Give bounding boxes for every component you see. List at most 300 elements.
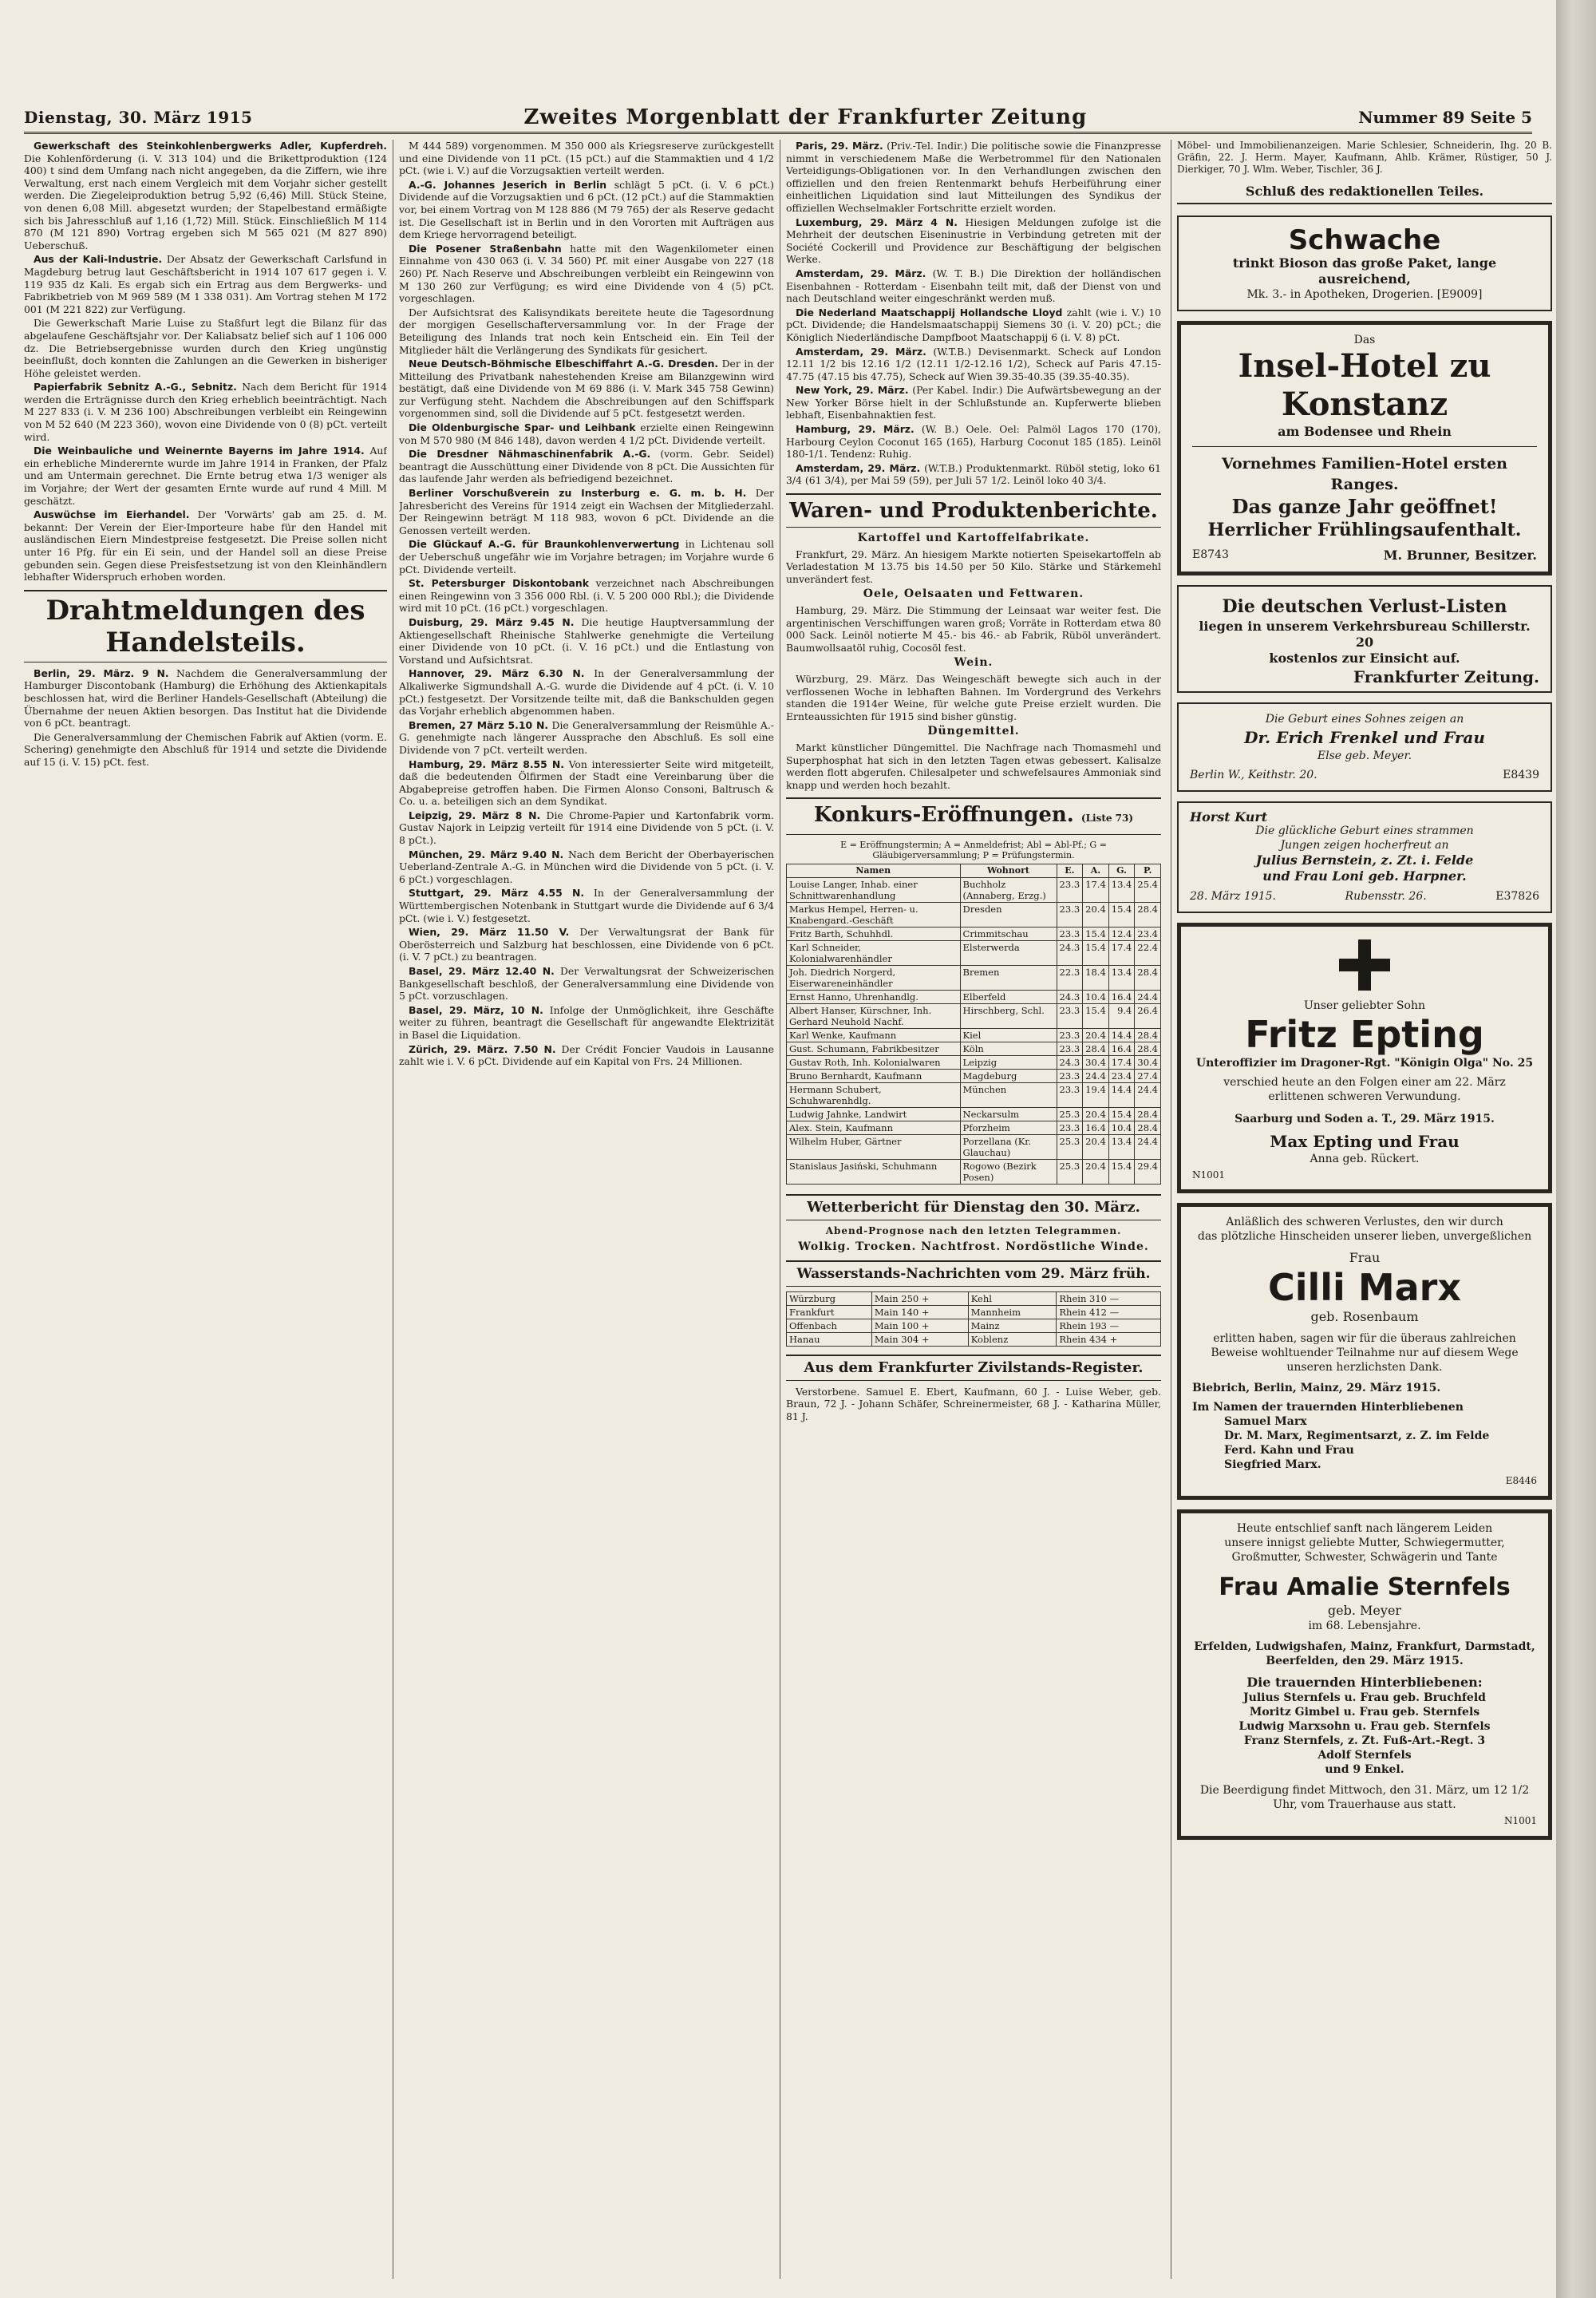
ad-line: Jungen zeigen hocherfreut an: [1280, 838, 1449, 852]
ad-line: Im Namen der trauernden Hinterbliebenen: [1192, 1401, 1464, 1414]
ad-place: Biebrich, Berlin, Mainz, 29. März 1915.: [1192, 1382, 1441, 1395]
table-cell: 15.4: [1108, 1108, 1135, 1121]
iron-cross-icon: [1339, 939, 1390, 991]
newspaper-title: Zweites Morgenblatt der Frankfurter Zeitung: [523, 105, 1088, 129]
masthead: [24, 102, 1532, 134]
table-cell: 25.4: [1135, 878, 1161, 903]
wire-report: [24, 667, 387, 730]
table-cell: 24.3: [1057, 991, 1083, 1004]
article-headline: Amsterdam, 29. März.: [796, 267, 926, 279]
article-headline: Gewerkschaft des Steinkohlenbergwerks Adler, Kupferdreh.: [34, 140, 387, 152]
article-headline: Aus der Kali-Industrie.: [34, 253, 163, 266]
table-cell: 16.4: [1108, 1042, 1135, 1056]
ad-line: Die Beerdigung findet Mittwoch, den 31. März, um 12 1/2 Uhr, vom Trauerhause aus statt.: [1199, 1783, 1530, 1811]
table-row: [787, 941, 1161, 966]
article: [786, 216, 1161, 266]
article-headline: Die Glückauf A.-G. für Braunkohlenverwertung: [409, 538, 680, 551]
ad-heading: Schwache: [1288, 223, 1441, 256]
section-title-warenberichte: Waren- und Produktenberichte.: [786, 493, 1161, 528]
ad-line: erlittenen schweren Verwundung.: [1268, 1090, 1461, 1103]
table-cell: Mainz: [968, 1319, 1057, 1332]
table-cell: Stanislaus Jasiński, Schuhmann: [787, 1160, 961, 1185]
article: [786, 140, 1161, 215]
article: [24, 445, 387, 507]
table-row: [787, 1305, 1161, 1319]
table-cell: Magdeburg: [960, 1070, 1057, 1083]
article: [786, 267, 1161, 305]
end-of-editorial: Schluß des redaktionellen Teiles.: [1177, 180, 1552, 204]
table-cell: 29.4: [1135, 1160, 1161, 1185]
table-cell: München: [960, 1083, 1057, 1108]
table-cell: Rogowo (Bezirk Posen): [960, 1160, 1057, 1185]
table-row: [787, 966, 1161, 991]
table-cell: 30.4: [1135, 1056, 1161, 1070]
article-text: Nach dem Bericht der Oberbayerischen Ueberland-Zentrale A.-G. in München wird die Dividende von 5 pCt. (i. V. 6 pCt.) vorgeschlagen.: [399, 848, 774, 885]
ad-date: 28. März 1915.: [1190, 889, 1276, 903]
ad-line: Herrlicher Frühlingsaufenthalt.: [1207, 519, 1522, 540]
ad-line: Unteroffizier im Dragoner-Rgt. "Königin Olga" No. 25: [1195, 1056, 1534, 1070]
article-text: Nach dem Bericht für 1914 werden die Erträgnisse durch den Krieg erheblich beeinträchtigt. Nach M 227 833 (i. V. M 236 100) Abschreibungen verbleibt ein Reingewinn von M 52 640 (M 223 360), wovon eine Dividende von 0 (8) pCt. verteilt wird.: [24, 381, 387, 443]
table-cell: 20.4: [1083, 1135, 1109, 1160]
ad-code: N1001: [1503, 1814, 1537, 1826]
table-cell: 26.4: [1135, 1004, 1161, 1029]
table-cell: 17.4: [1083, 878, 1109, 903]
konkurs-title: Konkurs-Eröffnungen.: [813, 803, 1074, 828]
article-text: Der in der Mitteilung des Privatbank nahestehenden Kreise am Bilanzgewinn wird bestätigt, daß eine Dividende von M 69 886 (i. V. Mark 345 758 Gewinn) zur Verfügung steht. Nachdem die Abschreibungen auf den Schiffspark vorgenommen sind, soll die Dividende auf 5 pCt. festgesetzt werden.: [399, 358, 774, 420]
article: [399, 965, 774, 1003]
table-row: [787, 991, 1161, 1004]
article-headline: Wien, 29. März 11.50 V.: [409, 926, 570, 939]
table-cell: 23.3: [1057, 1070, 1083, 1083]
article-text: (W.T.B.) Produktenmarkt. Rüböl stetig, loko 61 3/4 (61 3/4), per Mai 59 (59), per Juli 57 1/2. Leinöl loko 40 3/4.: [786, 461, 1161, 487]
table-cell: 19.4: [1083, 1083, 1109, 1108]
market-report-heading: Düngemittel.: [927, 725, 1020, 738]
market-report-text: Hamburg, 29. März. Die Stimmung der Leinsaat war weiter fest. Die argentinischen Verschiffungen waren groß; Vorräte in Rotterdam etwa 80 000 Sack. Leinöl notierte M 45.- bis 46.- ab Fabrik, Rüböl unverändert. Baumwollsaatöl ruhig, Cocosöl fest.: [786, 604, 1161, 654]
article-headline: St. Petersburger Diskontobank: [409, 577, 589, 590]
table-cell: Rhein 310 —: [1057, 1291, 1161, 1305]
table-cell: Main 140 +: [871, 1305, 968, 1319]
table-cell: 17.4: [1108, 1056, 1135, 1070]
issue-number: Nummer 89 Seite 5: [1358, 107, 1532, 127]
article-headline: Basel, 29. März 12.40 N.: [409, 965, 555, 977]
article-headline: Die Posener Straßenbahn: [409, 242, 562, 255]
table-cell: 27.4: [1135, 1070, 1161, 1083]
article-list: [24, 140, 387, 583]
table-cell: 20.4: [1083, 1108, 1109, 1121]
article: [24, 140, 387, 251]
article: [399, 307, 774, 356]
ad-signature: Max Epting und Frau: [1270, 1131, 1460, 1151]
table-cell: 17.4: [1108, 941, 1135, 966]
ad-line: erlitten haben, sagen wir für die überaus zahlreichen Beweise wohltuender Teilnahme nur auf diesem Wege unseren herzlichsten Dank.: [1211, 1332, 1519, 1374]
article-text: Die Kohlenförderung (i. V. 313 104) und die Brikettproduktion (124 400) t sind dem Umfang nach nicht angegeben, da die Ziffern, wie ihre Verwaltung, erst nach einem Vergleich mit dem Vorjahr sicher gestellt werden. Die Ziegeleiproduktion betrug 5,92 (6,46) Mill. Stück Steine, von denen 6,08 Mill. abgesetzt wurden; der Stapelbestand ermäßigte sich bis Jahresschluß auf 1,16 (1,72) Mill. Stück. Einschließlich M 114 870 (M 121 890) Vortrag ergeben sich M 565 021 (M 827 890) Ueberschuß.: [24, 152, 387, 251]
market-report-heading: Kartoffel und Kartoffelfabrikate.: [857, 532, 1090, 545]
table-cell: 22.3: [1057, 966, 1083, 991]
article-headline: Paris, 29. März.: [796, 140, 883, 152]
article-headline: Berliner Vorschußverein zu Insterburg e. G. m. b. H.: [409, 487, 747, 500]
ad-birth-bernstein: [1177, 801, 1552, 913]
ad-line: Die deutschen Verlust-Listen: [1222, 595, 1507, 617]
table-cell: Rhein 193 —: [1057, 1319, 1161, 1332]
article-headline: Die Dresdner Nähmaschinenfabrik A.-G.: [409, 448, 651, 461]
table-cell: 28.4: [1135, 966, 1161, 991]
article: [399, 758, 774, 808]
ad-line: Großmutter, Schwester, Schwägerin und Tante: [1231, 1550, 1498, 1564]
table-cell: Frankfurt: [787, 1305, 872, 1319]
weather-forecast: Wolkig. Trocken. Nachtfrost. Nordöstliche Winde.: [798, 1240, 1149, 1253]
article: [24, 253, 387, 315]
konkurs-legend: E = Eröffnungstermin; A = Anmeldefrist; Abl = Abl-Pf.; G = Gläubigerversammlung; P = Prüfungstermin.: [840, 840, 1107, 861]
deceased-name: Cilli Marx: [1267, 1266, 1462, 1310]
article-headline: Basel, 29. März, 10 N.: [409, 1003, 543, 1016]
table-cell: 25.3: [1057, 1160, 1083, 1185]
ad-code: E37826: [1495, 889, 1539, 903]
table-cell: Hirschberg, Schl.: [960, 1004, 1057, 1029]
table-cell: 10.4: [1083, 991, 1109, 1004]
table-cell: Gust. Schumann, Fabrikbesitzer: [787, 1042, 961, 1056]
table-cell: Mannheim: [968, 1305, 1057, 1319]
market-report-text: Markt künstlicher Düngemittel. Die Nachfrage nach Thomasmehl und Superphosphat hat sich in den letzten Tagen etwas gebessert. Kalisalze werden flott abgerufen. Chilesalpeter und schwefelsaures Ammoniak sind knapp und werden hoch bezahlt.: [786, 741, 1161, 791]
weather-subtitle: Abend-Prognose nach den letzten Telegrammen.: [825, 1225, 1122, 1237]
table-cell: Alex. Stein, Kaufmann: [787, 1121, 961, 1135]
article-text: (W. T. B.) Die Direktion der holländischen Eisenbahnen - Rotterdam - Eisenbahn teilt mit, daß der Dienst von und nach Deutschland weiter eingeschränkt werden muß.: [786, 267, 1161, 305]
ad-signature: Ferd. Kahn und Frau: [1224, 1444, 1354, 1458]
table-cell: 14.4: [1108, 1029, 1135, 1042]
column-header: E.: [1057, 864, 1083, 878]
ad-line: Die trauernden Hinterbliebenen:: [1246, 1674, 1483, 1690]
deceased-name: Frau Amalie Sternfels: [1219, 1572, 1511, 1601]
table-cell: 28.4: [1083, 1042, 1109, 1056]
table-cell: 23.4: [1135, 928, 1161, 941]
table-cell: 23.4: [1108, 1070, 1135, 1083]
table-cell: 13.4: [1108, 878, 1135, 903]
ad-line: liegen in unserem Verkehrsbureau Schillerstr. 20: [1199, 618, 1531, 650]
ad-signature: Frankfurter Zeitung.: [1353, 666, 1539, 686]
table-cell: 24.3: [1057, 1056, 1083, 1070]
table-cell: Buchholz (Annaberg, Erzg.): [960, 878, 1057, 903]
article: [399, 538, 774, 575]
article-text: Die Gewerkschaft Marie Luise zu Staßfurt legt die Bilanz für das abgelaufene Geschäftsjahr vor. Der Kaliabsatz belief sich auf 1 106 000 dz. Die Betriebsergebnisse wurden durch den Krieg ungünstig beeinflußt, doch konnten die Zahlungen an die Gewerken in bisheriger Höhe geleistet werden.: [24, 317, 387, 379]
table-cell: Kiel: [960, 1029, 1057, 1042]
table-row: [787, 1135, 1161, 1160]
table-cell: Main 250 +: [871, 1291, 968, 1305]
column-header: Wohnort: [960, 864, 1057, 878]
ad-line: Die glückliche Geburt eines strammen: [1255, 824, 1474, 837]
ad-signature: M. Brunner, Besitzer.: [1383, 547, 1537, 563]
table-cell: Bremen: [960, 966, 1057, 991]
article: [399, 719, 774, 757]
table-cell: Pforzheim: [960, 1121, 1057, 1135]
table-cell: Neckarsulm: [960, 1108, 1057, 1121]
ad-signature: Anna geb. Rückert.: [1310, 1152, 1420, 1165]
ad-code: E8743: [1192, 548, 1229, 561]
article-text: Die Generalversammlung der Chemischen Fabrik auf Aktien (vorm. E. Schering) genehmigte den Abschluß für 1914 und setzte die Dividende auf 15 (i. V. 15) pCt. fest.: [24, 730, 387, 768]
table-cell: 25.3: [1057, 1108, 1083, 1121]
issue-date: Dienstag, 30. März 1915: [24, 107, 253, 127]
article-text: Der Jahresbericht des Vereins für 1914 zeigt ein Wachsen der Mitgliederzahl. Der Reingewinn beträgt M 118 983, wovon 6 pCt. Dividende an die Genossen verteilt werden.: [399, 487, 774, 536]
ad-signature: Ludwig Marxsohn u. Frau geb. Sternfels: [1238, 1719, 1491, 1733]
table-cell: Main 100 +: [871, 1319, 968, 1332]
article: [399, 577, 774, 615]
article-text: Der Absatz der Gewerkschaft Carlsfund in Magdeburg betrug laut Geschäftsbericht in 1914 107 617 gegen i. V. 119 935 dz Kali. Es ergab sich ein Ertrag aus dem Bergwerks- und Fabrikbetrieb von M 969 589 (M 1 338 031). Am Vortrag stehen M 172 001 (M 221 822) zur Verfügung.: [24, 253, 387, 315]
article-text: Die heutige Hauptversammlung der Aktiengesellschaft Rheinische Stahlwerke genehmigte die Verteilung einer Dividende von 10 pCt. (i. V. 16 pCt.) und die Entlastung von Vorstand und Aufsichtsrat.: [399, 615, 774, 666]
table-cell: Albert Hanser, Kürschner, Inh. Gerhard Neuhold Nachf.: [787, 1004, 961, 1029]
table-cell: Köln: [960, 1042, 1057, 1056]
table-header-row: [787, 864, 1161, 878]
article-list: [399, 140, 774, 1068]
article-text: hatte mit den Wagenkilometer einen Einnahme von 430 063 (i. V. 34 560) Pf. mit einer Ausgabe von 227 (18 260) Pf. Nach Reserve und Abschreibungen verbleibt ein Reingewinn von M 130 260 zur Verfügung; es wird eine Dividende von 4 (5) pCt. vorgeschlagen.: [399, 242, 774, 305]
ad-code: E8439: [1503, 769, 1539, 782]
table-cell: Koblenz: [968, 1332, 1057, 1346]
article-text: Hiesigen Meldungen zufolge ist die Mehrheit der deutschen Eiseninustrie in Verbindung getreten mit der Société Cockerill und Providence zur Beschäftigung der belgischen Werke.: [786, 216, 1161, 266]
article-headline: Die Nederland Maatschappij Hollandsche Lloyd: [796, 306, 1063, 318]
ad-signature: Dr. M. Marx, Regimentsarzt, z. Z. im Felde: [1224, 1430, 1490, 1443]
table-cell: Rhein 412 —: [1057, 1305, 1161, 1319]
article: [399, 926, 774, 963]
table-cell: 28.4: [1135, 1042, 1161, 1056]
table-row: [787, 1291, 1161, 1305]
section-title-drahtmeldungen: Drahtmeldungen des Handelsteils.: [24, 590, 387, 663]
article-headline: New York, 29. März.: [796, 384, 909, 397]
article-text: Nachdem die Generalversammlung der Hamburger Discontobank (Hamburg) die Erhöhung des Aktienkapitals beschlossen hat, wird die Berliner Handels-Gesellschaft (Abteilung) die Übernahme der neuen Aktien besorgen. Das Institut hat die Dividende von 6 pCt. beantragt.: [24, 666, 387, 730]
table-cell: 15.4: [1108, 1160, 1135, 1185]
table-row: [787, 1042, 1161, 1056]
ad-line: am Bodensee und Rhein: [1278, 423, 1452, 439]
article-text: erzielte einen Reingewinn von M 570 980 (M 846 148), davon werden 4 1/2 pCt. Dividende verteilt.: [399, 421, 774, 446]
table-cell: Offenbach: [787, 1319, 872, 1332]
article-text: Die Chrome-Papier und Kartonfabrik vorm. Gustav Najork in Leipzig verteilt für 1914 eine Dividende von 5 pCt. (i. V. 8 pCt.).: [399, 809, 774, 847]
article-headline: Papierfabrik Sebnitz A.-G., Sebnitz.: [34, 381, 237, 394]
table-cell: 15.4: [1083, 1004, 1109, 1029]
column-header: G.: [1108, 864, 1135, 878]
table-cell: Main 304 +: [871, 1332, 968, 1346]
article-headline: Amsterdam, 29. März.: [796, 345, 926, 358]
ad-birth-frenkel: [1177, 702, 1552, 792]
article: [786, 384, 1161, 421]
article-list: [786, 140, 1161, 487]
hotel-name: Insel-Hotel zu Konstanz: [1238, 346, 1491, 423]
table-cell: 13.4: [1108, 1135, 1135, 1160]
table-row: [787, 1004, 1161, 1029]
table-cell: Hermann Schubert, Schuhwarenhdlg.: [787, 1083, 961, 1108]
table-cell: Karl Wenke, Kaufmann: [787, 1029, 961, 1042]
ad-signature: Siegfried Marx.: [1224, 1458, 1321, 1472]
table-cell: 23.3: [1057, 928, 1083, 941]
table-cell: Joh. Diedrich Norgerd, Eiserwareneinhändler: [787, 966, 961, 991]
ad-line: trinkt Bioson das große Paket, lange ausreichend,: [1232, 255, 1497, 287]
ad-place: Erfelden, Ludwigshafen, Mainz, Frankfurt, Darmstadt, Beerfelden, den 29. März 1915.: [1194, 1639, 1535, 1667]
table-row: [787, 1056, 1161, 1070]
table-row: [787, 878, 1161, 903]
ad-line: Else geb. Meyer.: [1317, 750, 1412, 763]
table-cell: 23.3: [1057, 1042, 1083, 1056]
table-cell: Elberfeld: [960, 991, 1057, 1004]
article-text: Die Generalversammlung der Reismühle A.-G. genehmigte nach längerer Aussprache den Abschluß. Es soll eine Dividende von 7 pCt. verteilt werden.: [399, 718, 774, 756]
article-headline: Die Weinbauliche und Weinernte Bayerns im Jahre 1914.: [34, 445, 365, 457]
table-cell: 24.4: [1135, 1083, 1161, 1108]
table-cell: 15.4: [1083, 941, 1109, 966]
ad-line: Frau: [1349, 1250, 1381, 1266]
notice-list: Möbel- und Immobilienanzeigen. Marie Schlesier, Schneiderin, Ihg. 20 B. Gräfin, 22. J. Herm. Mayer, Kaufmann, Ahlb. Krämer, Rüstiger, 50 J. Dierkiger, 70 J. Wlm. Weber, Tischler, 36 J.: [1177, 140, 1552, 175]
article-headline: Hamburg, 29. März.: [796, 423, 915, 436]
wire-list: [24, 667, 387, 769]
ad-line: Das ganze Jahr geöffnet!: [1231, 494, 1498, 518]
ad-line: Unser geliebter Sohn: [1304, 999, 1425, 1012]
ad-signature: Moritz Gimbel u. Frau geb. Sternfels: [1249, 1705, 1480, 1719]
table-cell: Louise Langer, Inhab. einer Schnittwarenhandlung: [787, 878, 961, 903]
article-text: Der Aufsichtsrat des Kalisyndikats bereitete heute die Tagesordnung der morgigen Gesellschafterversammlung vor. In der Frage der Beteiligung des Inlands trat noch kein Entscheid ein. Ein Teil der Mitglieder hält die Verlängerung des Syndikats für gesichert.: [399, 306, 774, 356]
article: [399, 809, 774, 847]
water-level-title: Wasserstands-Nachrichten vom 29. März früh.: [786, 1260, 1161, 1287]
table-cell: 16.4: [1108, 991, 1135, 1004]
article-text: Der 'Vorwärts' gab am 25. d. M. bekannt: Der Verein der Eier-Importeure habe für den Handel mit ausländischen Eiern Mindestpreise festgesetzt. Die Preise sollen nicht unter 16 Pfg. für ein Ei sein, und der Handel soll an diese Preise gebunden sein. Gegen diese Preisfestsetzung ist von den Kleinhändlern lebhafter Widerspruch erhoben worden.: [24, 508, 387, 583]
table-row: [787, 1332, 1161, 1346]
table-cell: 24.4: [1083, 1070, 1109, 1083]
table-row: [787, 1319, 1161, 1332]
page-edge: [1556, 0, 1596, 2298]
table-cell: 24.4: [1135, 991, 1161, 1004]
table-cell: Porzellana (Kr. Glauchau): [960, 1135, 1057, 1160]
table-row: [787, 928, 1161, 941]
table-cell: Karl Schneider, Kolonialwarenhändler: [787, 941, 961, 966]
table-cell: 28.4: [1135, 1029, 1161, 1042]
table-cell: 16.4: [1083, 1121, 1109, 1135]
ad-place: Saarburg und Soden a. T., 29. März 1915.: [1235, 1112, 1495, 1125]
table-row: [787, 1070, 1161, 1083]
table-body: [787, 878, 1161, 1185]
table-cell: Elsterwerda: [960, 941, 1057, 966]
table-cell: 23.3: [1057, 903, 1083, 928]
article: [399, 179, 774, 241]
article-text: In der Generalversammlung der Alkaliwerke Sigmundshall A.-G. wurde die Dividende auf 4 pCt. (i. V. 10 pCt.) festgesetzt. Der Vorsitzende teilte mit, daß die Bankschulden gegen das Vorjahr erheblich abgenommen haben.: [399, 667, 774, 718]
market-report-heading: Wein.: [954, 656, 994, 670]
article-headline: Hannover, 29. März 6.30 N.: [409, 667, 585, 680]
article: [399, 667, 774, 717]
ad-line: Vornehmes Familien-Hotel ersten Ranges.: [1221, 454, 1507, 493]
ad-line: unsere innigst geliebte Mutter, Schwiegermutter,: [1224, 1536, 1505, 1549]
ad-insel-hotel: [1177, 321, 1552, 575]
ad-place: Rubensstr. 26.: [1345, 889, 1427, 903]
column-4: [1177, 140, 1552, 2279]
article-text: verzeichnet nach Abschreibungen einen Reingewinn von 3 356 000 Rbl. (i. V. 5 200 000 Rbl.); die Dividende wird mit 10 pCt. (16 pCt.) vorgeschlagen.: [399, 577, 774, 615]
article: [786, 462, 1161, 487]
konkurs-list-number: (Liste 73): [1080, 813, 1134, 825]
article-headline: Bremen, 27 März 5.10 N.: [409, 718, 549, 731]
table-cell: 20.4: [1083, 903, 1109, 928]
ad-line: Anläßlich des schweren Verlustes, den wir durch: [1226, 1216, 1503, 1229]
table-row: [787, 1160, 1161, 1185]
article-headline: Die Oldenburgische Spar- und Leihbank: [409, 421, 636, 434]
ad-signature: Franz Sternfels, z. Zt. Fuß-Art.-Regt. 3: [1243, 1734, 1486, 1747]
ad-code: E8446: [1505, 1475, 1537, 1487]
civil-register-text: Verstorbene. Samuel E. Ebert, Kaufmann, 60 J. - Luise Weber, geb. Braun, 72 J. - Johann Schäfer, Schreinermeister, 68 J. - Katharina Müller, 81 J.: [786, 1385, 1161, 1422]
article-text: schlägt 5 pCt. (i. V. 6 pCt.) Dividende auf die Vorzugsaktien und 6 pCt. (12 pCt.) auf die Stammaktien vor, bei einem Vortrag von M 128 886 (M 79 765) der als Reserve gedacht ist. Die Gesellschaft ist in Berlin und in den Vororten mit Aufträgen aus dem Kriege hervorragend beteiligt.: [399, 178, 774, 241]
market-report-text: Frankfurt, 29. März. An hiesigem Markte notierten Speisekartoffeln ab Verladestation M 13.75 bis 14.50 per 50 Kilo. Stärke und Stärkemehl unverändert fest.: [786, 548, 1161, 585]
article-text: Auf ein erhebliche Minderernte wurde im Jahre 1914 in Franken, der Pfalz und am Untermain gerechnet. Die Ernte betrug etwa 1/3 weniger als im Vorjahre; der Wert der gesamten Ernte wurde auf rund 4 Mill. M geschätzt.: [24, 445, 387, 507]
konkurs-table: [786, 864, 1161, 1185]
table-cell: 23.3: [1057, 1029, 1083, 1042]
table-cell: Würzburg: [787, 1291, 872, 1305]
ad-line: und Frau Loni geb. Harpner.: [1262, 868, 1467, 884]
article-text: Der Verwaltungsrat der Schweizerischen Bankgesellschaft beschloß, der Generalversammlung eine Dividende von 5 pCt. vorzuschlagen.: [399, 965, 774, 1003]
article-headline: Auswüchse im Eierhandel.: [34, 508, 190, 521]
table-cell: 28.4: [1135, 903, 1161, 928]
ad-line: das plötzliche Hinscheiden unserer lieben, unvergeßlichen: [1197, 1230, 1532, 1244]
ad-code: N1001: [1192, 1169, 1226, 1181]
article-text: (Priv.-Tel. Indir.) Die politische sowie die Finanzpresse nimmt in verschiedenem Maße die Werbetrommel für den Nationalen Verteidigungs-Obligationen vor. In den Verhandlungen zwischen den offiziellen und den freien Rentenmarkt behufs Herbeiführung einer einheitlichen Liquidation sind laut Mitteilungen des Syndikus der offiziellen Wechselmakler Fortschritte erzielt worden.: [786, 140, 1161, 214]
article: [399, 243, 774, 305]
article-text: In der Generalversammlung der Württembergischen Notenbank in Stuttgart wurde die Dividende auf 6 3/4 pCt. (wie i. V.) festgesetzt.: [399, 887, 774, 924]
table-cell: 23.3: [1057, 1004, 1083, 1029]
table-cell: 9.4: [1108, 1004, 1135, 1029]
article-text: (vorm. Gebr. Seidel) beantragt die Ausschüttung einer Dividende von 8 pCt. Die Aussichten für das laufende Jahr werden als befriedigend bezeichnet.: [399, 448, 774, 485]
column-header: A.: [1083, 864, 1109, 878]
obituary-sternfels: [1177, 1509, 1552, 1840]
ad-line: Die Geburt eines Sohnes zeigen an: [1265, 713, 1464, 726]
table-cell: 28.4: [1135, 1121, 1161, 1135]
ad-signature: Samuel Marx: [1224, 1415, 1307, 1429]
table-cell: 14.4: [1108, 1083, 1135, 1108]
article: [399, 887, 774, 924]
table-cell: 23.3: [1057, 878, 1083, 903]
table-row: [787, 1121, 1161, 1135]
article-text: M 444 589) vorgenommen. M 350 000 als Kriegsreserve zurückgestellt und eine Dividende von 11 pCt. (15 pCt.) auf die Stammaktien und 4 1/2 pCt. (wie i. V.) auf die Vorzugsaktien verteilt werden.: [399, 140, 774, 177]
article-text: Von interessierter Seite wird mitgeteilt, daß die bedeutenden Ölfirmen der Stadt eine Vereinbarung über die Abgabepreise getroffen haben. Die Firmen Alonso Consoni, Baltrusch & Co. u. a. beteiligen sich an dem Syndikat.: [399, 757, 774, 808]
table-cell: 30.4: [1083, 1056, 1109, 1070]
column-header: P.: [1135, 864, 1161, 878]
column-1: [24, 140, 387, 2279]
table-cell: 23.3: [1057, 1121, 1083, 1135]
table-cell: 22.4: [1135, 941, 1161, 966]
market-report-list: [786, 532, 1161, 791]
article: [399, 448, 774, 485]
article: [24, 381, 387, 443]
article-headline: Berlin, 29. März. 9 N.: [34, 666, 169, 679]
table-cell: Leipzig: [960, 1056, 1057, 1070]
article-text: (W.T.B.) Devisenmarkt. Scheck auf London 12.11 1/2 bis 12.16 1/2 (12.11 1/2-12.16 1/2), Scheck auf Paris 47.15-47.75 (47.15 bis 47.75), Scheck auf Wien 39.35-40.35 (39.35-40.35).: [786, 345, 1161, 382]
table-cell: 10.4: [1108, 1121, 1135, 1135]
ad-line: Julius Bernstein, z. Zt. i. Felde: [1255, 852, 1474, 868]
article-text: Der Crédit Foncier Vaudois in Lausanne zahlt wie i. V. 6 pCt. Dividende auf ein Kapital von Frs. 24 Millionen.: [399, 1042, 774, 1068]
table-cell: Dresden: [960, 903, 1057, 928]
table-cell: 20.4: [1083, 1029, 1109, 1042]
article-headline: Amsterdam, 29. März.: [796, 461, 921, 474]
ad-signature: Adolf Sternfels: [1317, 1748, 1412, 1762]
table-cell: Rhein 434 +: [1057, 1332, 1161, 1346]
civil-register-title: Aus dem Frankfurter Zivilstands-Register.: [786, 1355, 1161, 1381]
article: [399, 140, 774, 177]
section-title-konkurs: [786, 797, 1161, 835]
maiden-name: geb. Rosenbaum: [1310, 1309, 1419, 1325]
table-row: [787, 1108, 1161, 1121]
table-cell: 23.3: [1057, 1083, 1083, 1108]
table-body: [787, 1291, 1161, 1346]
table-cell: 20.4: [1083, 1160, 1109, 1185]
market-report-text: Würzburg, 29. März. Das Weingeschäft bewegte sich auch in der verflossenen Woche in lebhaften Bahnen. Im Vordergrund des Verkehrs standen die 1914er Weine, für welche gute Preise erzielt wurden. Die Ernteaussichten für 1915 sind bisher günstig.: [786, 672, 1161, 722]
ad-line: Das: [1353, 333, 1376, 346]
table-cell: Bruno Bernhardt, Kaufmann: [787, 1070, 961, 1083]
table-cell: Markus Hempel, Herren- u. Knabengard.-Geschäft: [787, 903, 961, 928]
article-headline: A.-G. Johannes Jeserich in Berlin: [409, 178, 607, 191]
article: [24, 508, 387, 583]
column-header: Namen: [787, 864, 961, 878]
table-row: [787, 1083, 1161, 1108]
obituary-epting: [1177, 923, 1552, 1194]
article-headline: Leipzig, 29. März 8 N.: [409, 809, 541, 821]
article-text: Der Verwaltungsrat der Bank für Oberösterreich und Salzburg hat beschlossen, eine Dividende von 6 pCt. (i. V. 7 pCt.) zu beantragen.: [399, 926, 774, 963]
article-text: Infolge der Unmöglichkeit, ihre Geschäfte weiter zu führen, beantragt die Gesellschaft für angewandte Elektrizität in Basel die Liquidation.: [399, 1003, 774, 1041]
column-2: [399, 140, 774, 2279]
